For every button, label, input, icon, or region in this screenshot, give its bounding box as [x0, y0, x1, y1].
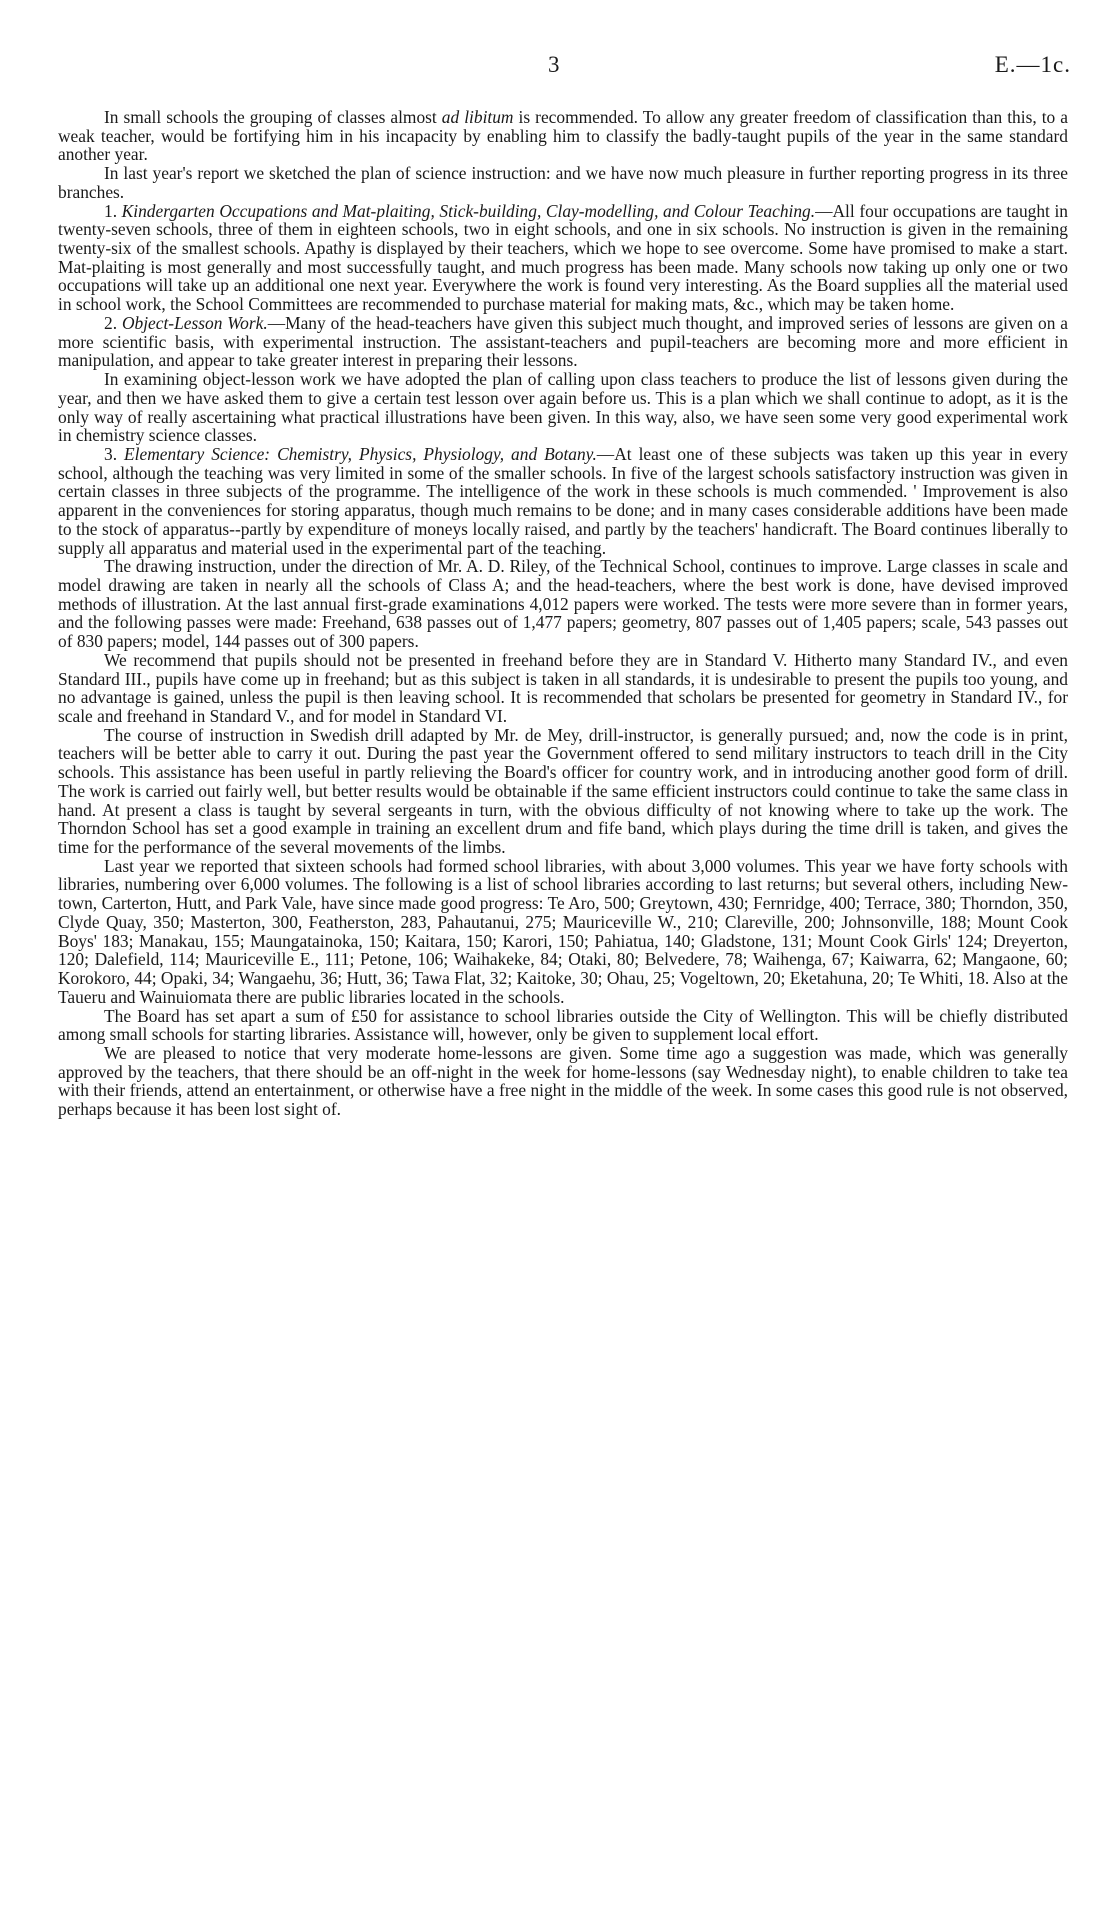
page-header [0, 52, 1114, 82]
paragraph-science-instruction: In last year's report we sketched the plan of science instruction: and we have now much pleasure in further reporting progress in its three branches. [58, 163, 1068, 202]
paragraph-object-lesson-examining: In examining object-lesson work we have adopted the plan of calling upon class teachers to produce the list of lessons given during the year, and then we have asked them to give a certain test lesson over again before us. This is a plan which we shall continue to adopt, as it is the only way of really ascertaining what practical illustrations have been given. In this way, also, we have seen some very good experimental work in chemistry science classes. [58, 369, 1068, 446]
paragraph-kindergarten-occupations: 1. Kindergarten Occupations and Mat-plaiting, Stick-building, Clay-modelling, and Colour Teaching.—All four occupations are taught in twenty-seven schools, three of them in eighteen schools, two in eight schools, and one in six schools. No instruction is given in the remaining twenty-six of the smallest schools. Apathy is displayed by their teachers, which we hope to see overcome. Some have promised to make a start. Mat-plaiting is most generally and most successfully taught, and much progress has been made. Many schools now taking up only one or two occupations will take up an additional one next year. Everywhere the work is found very interesting. As the Board supplies all the material used in school work, the School Committees are recommended to purchase material for making mats, &c., which may be taken home. [58, 200, 1069, 315]
paragraph-school-libraries: Last year we reported that sixteen schools had formed school libraries, with about 3,000 volumes. This year we have forty schools with libraries, numbering over 6,000 volumes. The following is a list of school libraries according to last returns; but several others, including Newtown, Carterton, Hutt, and Park Vale, have since made good progress: Te Aro, 500; Greytown, 430; Fernridge, 400; Terrace, 380; Thorndon, 350, Clyde Quay, 350; Masterton, 300, Featherston, 283, Pahautanui, 275; Mauriceville W., 210; Clareville, 200; Johnsonville, 188; Mount Cook Boys' 183; Manakau, 155; Maungatainoka, 150; Kaitara, 150; Karori, 150; Pahiatua, 140; Gladstone, 131; Mount Cook Girls' 124; Dreyerton, 120; Dalefield, 114; Mauriceville E., 111; Petone, 106; Waihakeke, 84; Otaki, 80; Belvedere, 78; Waihenga, 67; Kaiwarra, 62; Mangaone, 60; Korokoro, 44; Opaki, 34; Wangaehu, 36; Hutt, 36; Tawa Flat, 32; Kaitoke, 30; Ohau, 25; Vogeltown, 20; Eketahuna, 20; Te Whiti, 18. Also at the Taueru and Wainuiomata there are public libraries located in the schools. [58, 855, 1069, 1007]
paragraph-swedish-drill: The course of instruction in Swedish drill adapted by Mr. de Mey, drill-instructor, is generally pursued; and, now the code is in print, teachers will be better able to carry it out. During the past year the Government offered to send military instructors to teach drill in the City schools. This assistance has been useful in partly relieving the Board's officer for country work, and in introducing another good form of drill. The work is carried out fairly well, but better results would be obtainable if the same efficient instructors could continue to take the same class in hand. At present a class is taught by several sergeants in turn, with the obvious difficulty of not knowing where to take up the work. The Thorndon School has set a good example in training an excellent drum and fife band, which plays during the time drill is taken, and gives the time for the performance of the several movements of the limbs. [58, 724, 1068, 858]
paragraph-home-lessons: We are pleased to notice that very moderate home-lessons are given. Some time ago a suggestion was made, which was generally approved by the teachers, that there should be an off-night in the week for home-lessons (say Wednesday night), to enable children to take tea with their friends, attend an entertainment, or otherwise have a free night in the middle of the week. In some cases this good rule is not observed, perhaps because it has been lost sight of. [58, 1042, 1068, 1120]
paragraph-elementary-science: 3. Elementary Science: Chemistry, Physics, Physiology, and Botany.—At least one of these subjects was taken up this year in every school, although the teaching was very limited in some of the smaller schools. In five of the largest schools satisfactory instruction was given in certain classes in three subjects of the programme. The intelligence of the work in these schools is much commended. ' Improvement is also apparent in the conveniences for storing apparatus, though much remains to be done; and in many cases considerable additions have been made to the stock of apparatus--partly by expenditure of moneys locally raised, and partly by the teachers' handicraft. The Board continues liberally to supply all apparatus and material used in the experimental part of the teaching. [58, 443, 1068, 558]
paragraph-library-assistance: The Board has set apart a sum of £50 for assistance to school libraries outside the City of Wellington. This will be chiefly distributed among small schools for starting libraries. Assistance will, however, only be given to supplement local effort. [58, 1005, 1068, 1045]
page-number: 3 [548, 52, 560, 77]
report-body [58, 108, 1068, 1119]
paragraph-grouping-of-classes: In small schools the grouping of classes almost ad libitum is recommended. To allow any greater freedom of classification than this, to a weak teacher, would be fortifying him in his incapacity by enabling him to classify the badly-taught pupils of the year in the same standard another year. [58, 107, 1069, 165]
document-reference: E.—1c. [994, 52, 1071, 77]
paragraph-object-lesson-work: 2. Object-Lesson Work.—Many of the head-teachers have given this subject much thought, and improved series of lessons are given on a more scientific basis, with experimental instruction. The assistant-teachers and pupil-teachers are becoming more and more efficient in manipulation, and appear to take greater interest in preparing their lessons. [58, 312, 1069, 371]
paragraph-drawing-instruction: The drawing instruction, under the direction of Mr. A. D. Riley, of the Technical School, continues to improve. Large classes in scale and model drawing are taken in nearly all the schools of Class A; and the head-teachers, where the best work is done, have devised improved methods of illustration. At the last annual first-grade examinations 4,012 papers were worked. The tests were more severe than in former years, and the following passes were made: Freehand, 638 passes out of 1,477 papers; geometry, 807 passes out of 1,405 papers; scale, 543 passes out of 830 papers; model, 144 passes out of 300 papers. [58, 556, 1068, 652]
paragraph-freehand-recommendation: We recommend that pupils should not be presented in freehand before they are in Standard V. Hitherto many Standard IV., and even Standard III., pupils have come up in freehand; but as this subject is taken in all standards, it is undesirable to present the pupils too young, and no advantage is gained, unless the pupil is then leaving school. It is recommended that scholars be presented for geometry in Standard IV., for scale and freehand in Standard V., and for model in Standard VI. [58, 649, 1068, 726]
